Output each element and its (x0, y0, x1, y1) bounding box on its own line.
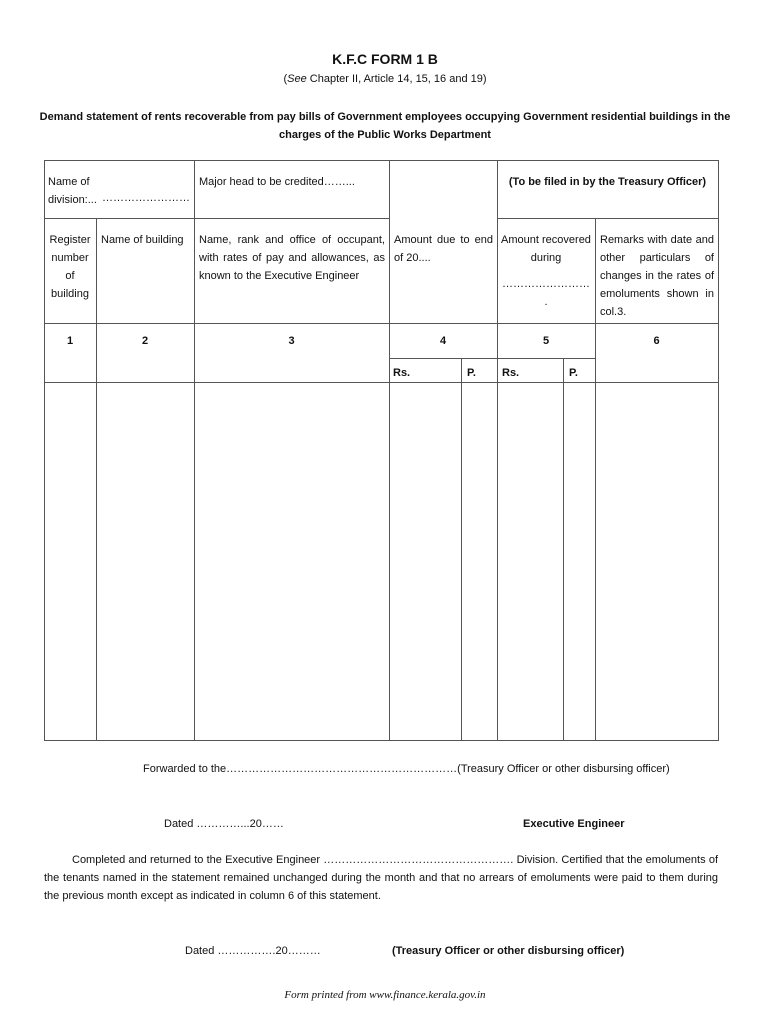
dated-1: Dated …………...20…… (164, 818, 284, 830)
heading-line-2: charges of the Public Works Department (279, 129, 491, 141)
rule (44, 323, 719, 324)
rule (194, 160, 195, 741)
name-of-division-label-2: division:... (48, 194, 97, 206)
dated-2: Dated …………….20……… (185, 945, 321, 957)
form-title: K.F.C FORM 1 B (332, 51, 438, 67)
see: See (287, 73, 307, 85)
treasury-officer-signature: (Treasury Officer or other disbursing officer) (392, 945, 625, 957)
rule (44, 160, 719, 161)
col-number-6: 6 (653, 335, 660, 347)
rule (389, 358, 595, 359)
col4-p: P. (467, 367, 476, 379)
form-subtitle (0, 70, 770, 88)
name-of-division-label: Name of (48, 176, 90, 188)
col3-header: Name, rank and office of occupant, with rates of pay and allowances, as known to the Executive Engineer (199, 234, 385, 282)
col1-header (44, 231, 96, 303)
col5-dot: . (544, 296, 548, 308)
col1-line: of (65, 270, 75, 282)
col-number-3: 3 (288, 335, 295, 347)
executive-engineer-signature: Executive Engineer (523, 818, 625, 830)
rule (595, 218, 596, 741)
rule (44, 740, 719, 741)
col-number-5: 5 (542, 335, 550, 347)
col1-line: number (51, 252, 89, 264)
rule (389, 160, 390, 741)
division-dots: …………………… (102, 192, 190, 204)
heading-line-1: Demand statement of rents recoverable from pay bills of Government employees occupying Government residential buildings in the (39, 111, 731, 123)
footer-note: Form printed from www.finance.kerala.gov.in (284, 989, 486, 1001)
col5-line: Amount recovered (501, 234, 591, 246)
col4-rs: Rs. (393, 367, 411, 379)
major-head-label: Major head to be credited……... (199, 176, 355, 188)
col1-line: building (51, 288, 89, 300)
col-number-1: 1 (66, 335, 74, 347)
col-number-2: 2 (141, 335, 149, 347)
subtitle-rest: Chapter II, Article 14, 15, 16 and 19) (306, 73, 487, 85)
treasury-note: (To be filed in by the Treasury Officer) (508, 176, 707, 188)
col5-p: P. (569, 367, 578, 379)
rule (497, 218, 719, 219)
col2-header: Name of building (101, 234, 184, 246)
paren: ( (283, 73, 288, 85)
col4-header: Amount due to end of 20.... (394, 234, 493, 264)
rule (44, 382, 719, 383)
certification-paragraph: Completed and returned to the Executive Engineer ……………………………………………. Division. Certified that the emoluments of the tenants named in the statement remained unchanged during the month and that no arrears of emoluments were paid to them during the previous month except as indicated in column 6 of this statement. (44, 854, 718, 902)
rule (718, 160, 719, 741)
col5-rs: Rs. (502, 367, 520, 379)
col5-dots: …………………… (502, 278, 590, 290)
col5-header (497, 231, 595, 311)
rule (461, 358, 462, 741)
rule (563, 358, 564, 741)
col5-line: during (530, 252, 562, 264)
col1-line: Register (49, 234, 91, 246)
col-number-4: 4 (439, 335, 447, 347)
forwarded-line: Forwarded to the………………………………………………………(Treasury Officer or other disbursing officer) (143, 763, 670, 775)
rule (96, 218, 97, 741)
col6-header: Remarks with date and other particulars of changes in the rates of emoluments shown in col.3. (600, 234, 714, 318)
